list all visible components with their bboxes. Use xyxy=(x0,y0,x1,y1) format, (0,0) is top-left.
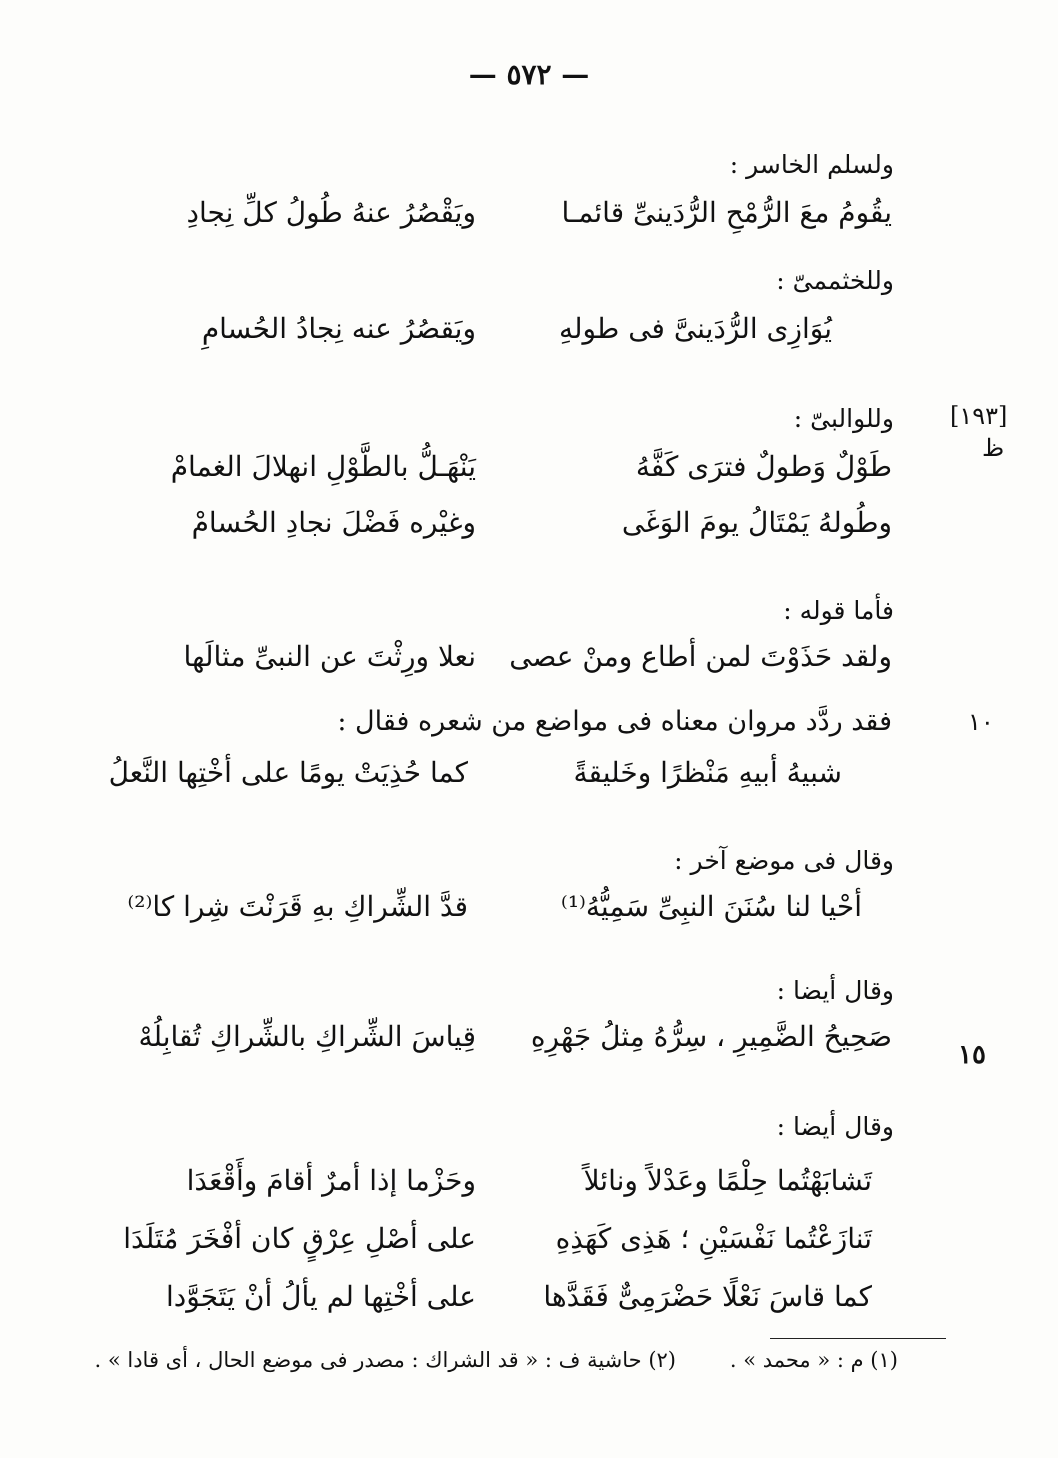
verse-hemistich-right: صَحِيحُ الضَّمِيرِ ، سِرُّهُ مِثلُ جَهْرِهِ xyxy=(530,1020,892,1053)
footnote-1: (١) م : « محمد » . xyxy=(729,1348,898,1372)
verse-hemistich-left: وحَزْما إذا أمرٌ أقامَ وأَقْعَدَا xyxy=(186,1164,476,1197)
verse-hemistich-left: قدَّ الشِّراكِ بهِ قَرَنْتَ شِرا كا⁽²⁾ xyxy=(127,890,468,923)
intro-line: وقال أيضا : xyxy=(776,976,894,1005)
attribution-walibi: وللوالبىّ : xyxy=(793,404,894,433)
footnote-2: (٢) حاشية ف : « قد الشراك : مصدر فى موضع الحال ، أى قادا » . xyxy=(94,1348,676,1372)
intro-line: وقال أيضا : xyxy=(776,1112,894,1141)
verse-hemistich-left: وغيْره فَضْلَ نجادِ الحُسامْ xyxy=(191,506,476,539)
intro-line: وقال فى موضع آخر : xyxy=(674,846,894,875)
verse-hemistich-right: وطُولهُ يَمْتَالُ يومَ الوَغَى xyxy=(621,506,892,539)
verse-hemistich-left: ويَقْصُرُ عنهُ طُولُ كلِّ نِجادِ xyxy=(186,196,476,229)
prose-line: فقد ردَّد مروان معناه فى مواضع من شعره فقال : xyxy=(337,706,892,737)
verse-hemistich-left: على أصْلِ عِرْقٍ كان أفْخَرَ مُتَلَدَا xyxy=(123,1222,476,1255)
verse-hemistich-right: يقُومُ معَ الرُّمْحِ الرُّدَينىِّ قائمـا xyxy=(561,196,892,229)
verse-hemistich-right: يُوَازِى الرُّدَينىَّ فى طولهِ xyxy=(559,312,832,345)
verse-hemistich-right: ولقد حَذَوْتَ لمن أطاع ومنْ عصى xyxy=(509,640,892,673)
verse-hemistich-right: تَشابَهْتُما حِلْمًا وعَدْلاً ونائلاً xyxy=(583,1164,872,1197)
verse-hemistich-left: على أخْتِها لم يألُ أنْ يَتَجَوَّدا xyxy=(166,1280,476,1313)
verse-hemistich-right: أحْيا لنا سُنَنَ النبِىِّ سَمِيُّهُ⁽¹⁾ xyxy=(560,890,862,923)
attribution-khathami: وللخثممىّ : xyxy=(776,266,894,295)
verse-hemistich-right: شبيهُ أبيهِ مَنْظرًا وخَليقةً xyxy=(573,756,842,789)
intro-line: فأما قوله : xyxy=(783,596,894,625)
margin-folio-side: ظ xyxy=(982,434,1005,462)
verse-hemistich-left: قِياسَ الشِّراكِ بالشِّراكِ تُقابِلُهْ xyxy=(138,1020,476,1053)
verse-hemistich-left: كما حُذِيَتْ يومًا على أخْتِها النَّعلُ xyxy=(108,756,468,789)
verse-hemistich-right: طَوْلٌ وَطولٌ فترَى كَفَّهُ xyxy=(635,450,892,483)
verse-hemistich-left: نعلا ورِثْتَ عن النبىِّ مثالَها xyxy=(183,640,476,673)
line-number-10: ١٠ xyxy=(968,708,994,736)
verse-hemistich-right: كما قاسَ نَعْلًا حَضْرَمِىٌّ فَقَدَّها xyxy=(543,1280,872,1313)
attribution-salm: ولسلم الخاسر : xyxy=(729,150,894,179)
verse-hemistich-right: تَنازَعْتُما نَفْسَيْنِ ؛ هَذِى كَهَذِهِ xyxy=(555,1222,872,1255)
footnote-rule xyxy=(770,1338,946,1339)
verse-hemistich-left: يَنْهَـلُّ بالطَّوْلِ انهلالَ الغمامْ xyxy=(170,450,476,483)
line-number-15: ١٥ xyxy=(958,1040,986,1070)
verse-hemistich-left: ويَقصُرُ عنه نِجادُ الحُسامِ xyxy=(201,312,476,345)
page-number: — ٥٧٢ — xyxy=(468,58,590,91)
margin-folio-ref: [١٩٣] xyxy=(950,402,1008,430)
